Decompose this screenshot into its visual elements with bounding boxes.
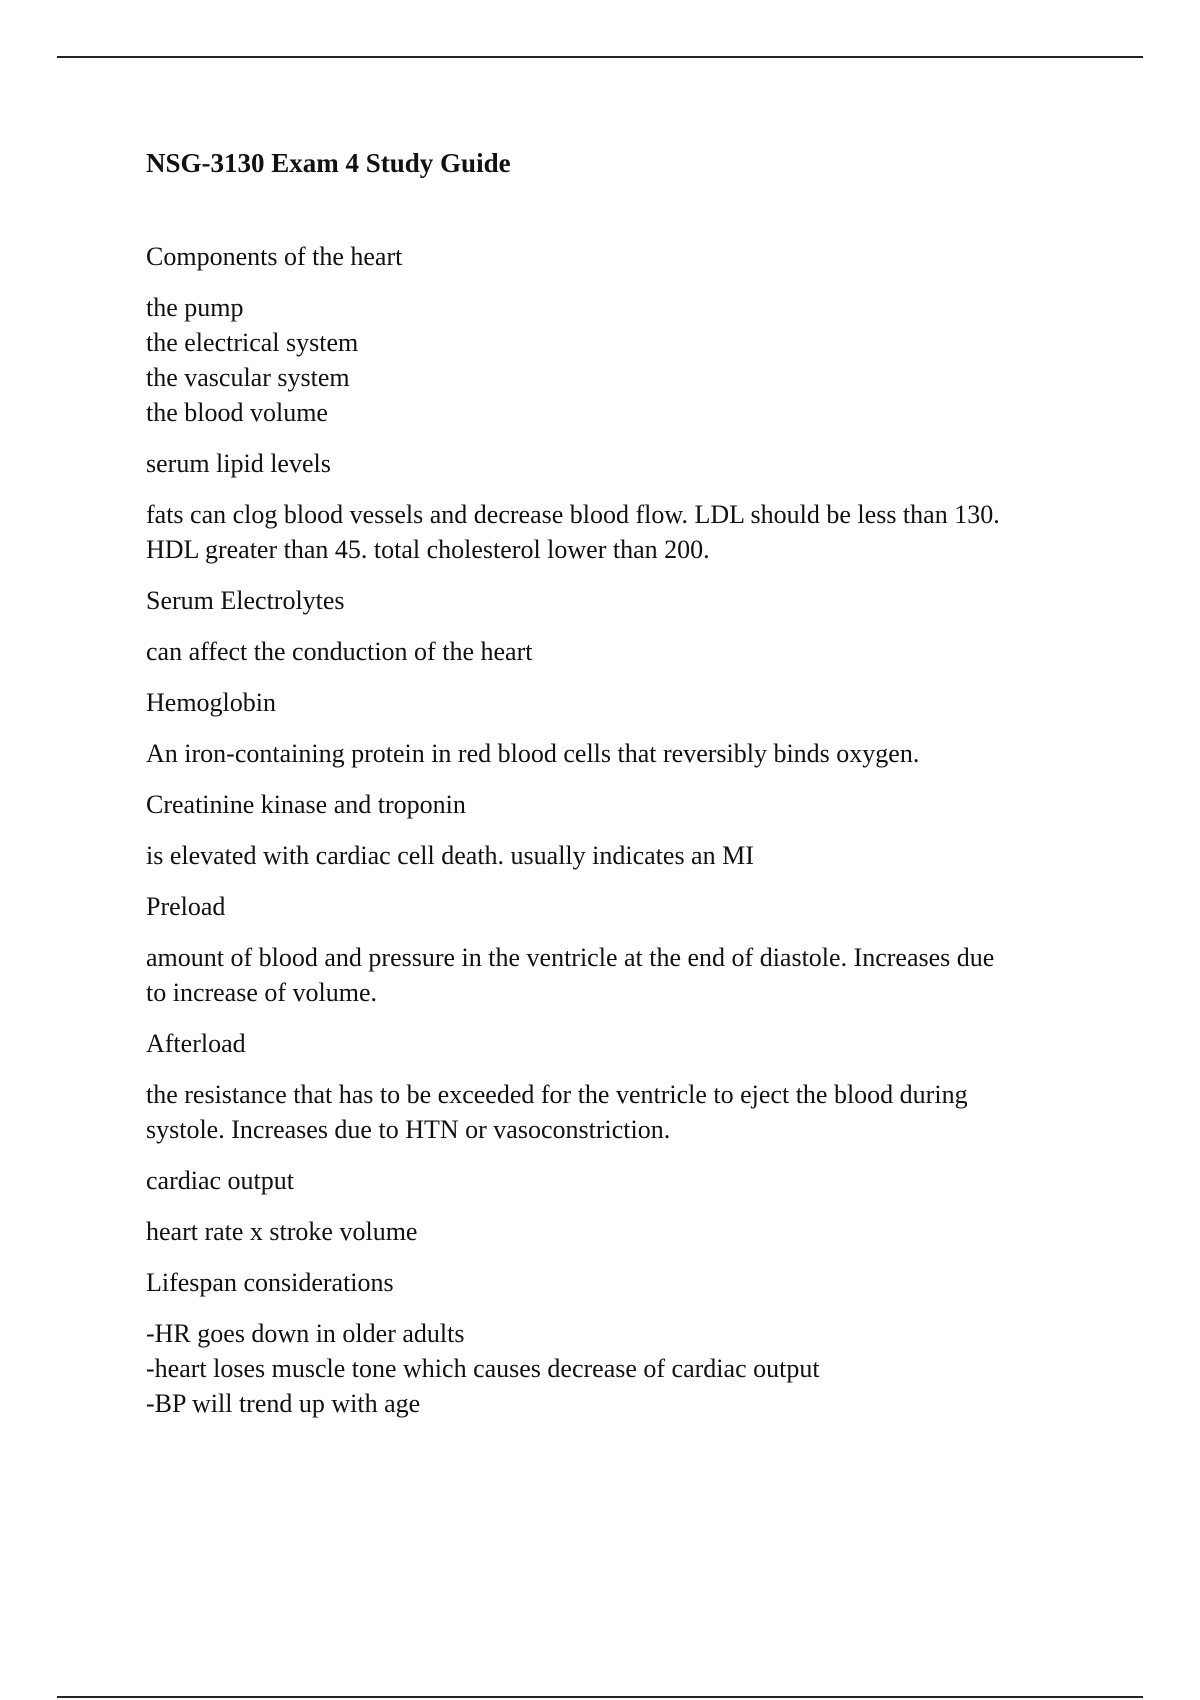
flashcard [146,685,1086,771]
card-term: Serum Electrolytes [146,586,345,615]
card-term: Afterload [146,1029,246,1058]
definition-line: -BP will trend up with age [146,1389,421,1418]
flashcard [146,446,1086,567]
card-term: Hemoglobin [146,688,276,717]
definition-line: -HR goes down in older adults [146,1319,465,1348]
card-term: serum lipid levels [146,449,331,478]
document-title: NSG-3130 Exam 4 Study Guide [146,148,511,178]
definition-line: is elevated with cardiac cell death. usually indicates an MI [146,841,754,870]
card-term: Lifespan considerations [146,1268,394,1297]
card-definition [146,736,1086,771]
flashcard [146,1265,1086,1421]
definition-line: the vascular system [146,363,350,392]
flashcard [146,1026,1086,1147]
definition-line: amount of blood and pressure in the ventricle at the end of diastole. Increases due [146,943,995,972]
card-term: cardiac output [146,1166,294,1195]
card-definition [146,290,1086,430]
card-definition [146,497,1086,567]
definition-line: the blood volume [146,398,328,427]
flashcard [146,889,1086,1010]
definition-line: An iron-containing protein in red blood cells that reversibly binds oxygen. [146,739,920,768]
top-divider [57,56,1143,58]
definition-line: HDL greater than 45. total cholesterol lower than 200. [146,535,710,564]
flashcard [146,1163,1086,1249]
definition-line: to increase of volume. [146,978,378,1007]
card-definition [146,838,1086,873]
card-definition [146,940,1086,1010]
card-term: Creatinine kinase and troponin [146,790,466,819]
card-definition [146,1077,1086,1147]
card-term: Preload [146,892,226,921]
definition-line: systole. Increases due to HTN or vasoconstriction. [146,1115,671,1144]
study-guide-content [146,145,1086,1437]
card-term: Components of the heart [146,242,403,271]
flashcard [146,787,1086,873]
definition-line: can affect the conduction of the heart [146,637,533,666]
definition-line: the electrical system [146,328,359,357]
bottom-divider [57,1696,1143,1698]
card-definition [146,1316,1086,1421]
card-definition [146,1214,1086,1249]
definition-line: heart rate x stroke volume [146,1217,418,1246]
definition-line: the resistance that has to be exceeded for the ventricle to eject the blood during [146,1080,968,1109]
flashcard [146,583,1086,669]
flashcard [146,239,1086,430]
definition-line: fats can clog blood vessels and decrease blood flow. LDL should be less than 130. [146,500,1000,529]
card-definition [146,634,1086,669]
definition-line: -heart loses muscle tone which causes decrease of cardiac output [146,1354,820,1383]
definition-line: the pump [146,293,244,322]
